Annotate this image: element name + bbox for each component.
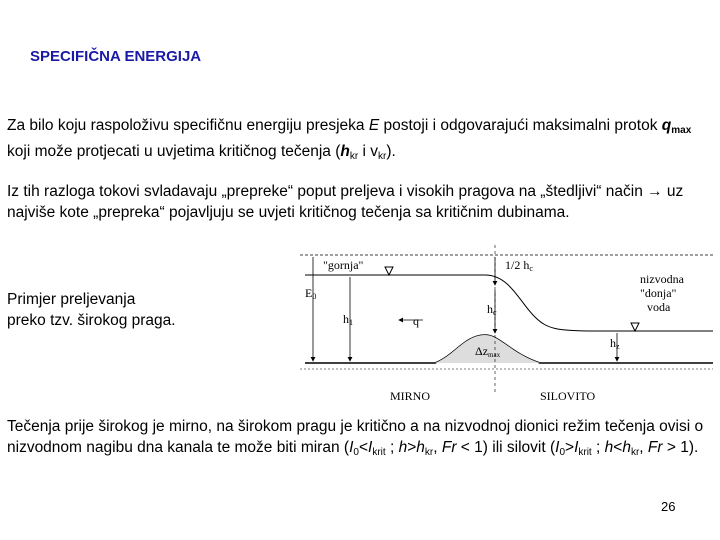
symbol-E: E: [368, 117, 380, 134]
label-half-hc: 1/2 hc: [505, 258, 533, 273]
label-h1: h1: [343, 312, 353, 327]
symbol-h: h: [340, 143, 350, 160]
label-downstream-2: "donja": [640, 286, 677, 300]
label-downstream-3: voda: [647, 300, 671, 314]
text: postoji i odgovarajući maksimalni protok: [379, 117, 662, 134]
symbol-h: h: [398, 439, 408, 456]
subscript: kr: [630, 447, 640, 458]
page-number: 26: [661, 499, 676, 514]
text: < 1) ili silovit (: [456, 439, 556, 456]
symbol-h: h: [604, 439, 614, 456]
example-caption: Primjer preljevanja preko tzv. širokog praga.: [7, 291, 176, 329]
text: Tečenja prije širokog je mirno, na širokom pragu je kritično a na nizvodnoj dionici režim tečenja ovisi o nizvodnom nagibu dna kanala te može biti miran (: [7, 418, 704, 456]
symbol-q: q: [661, 117, 672, 134]
surface-marker-downstream: [631, 323, 639, 331]
text: ;: [591, 439, 605, 456]
symbol-hkr: h: [622, 439, 631, 456]
symbol-I0: I: [349, 439, 354, 456]
text: >: [407, 439, 417, 456]
text: i v: [358, 143, 379, 160]
text: <: [358, 439, 368, 456]
subscript: kr: [378, 151, 387, 162]
surface-marker-upstream: [385, 267, 393, 275]
broad-crested-weir-diagram: [295, 245, 715, 405]
label-downstream-1: nizvodna: [640, 272, 684, 286]
subscript: krit: [372, 447, 386, 458]
paragraph-flow-regime: [7, 416, 715, 463]
text: >: [565, 439, 575, 456]
text: <: [613, 439, 623, 456]
text: ;: [385, 439, 399, 456]
symbol-Fr: Fr: [647, 439, 663, 456]
subscript: 0: [559, 447, 565, 458]
text: ,: [433, 439, 442, 456]
subscript: kr: [424, 447, 434, 458]
symbol-Ikrit: I: [368, 439, 373, 456]
label-upstream-water: "gornja": [323, 258, 364, 272]
paragraph-specific-energy: [7, 115, 715, 167]
subscript: 0: [353, 447, 359, 458]
label-E0: E0: [305, 286, 317, 301]
label-q: q: [413, 314, 419, 328]
label-hc: hc: [487, 302, 497, 317]
text: Za bilo koju raspoloživu specifičnu energiju presjeka: [7, 117, 369, 134]
paragraph-obstacles: Iz tih razloga tokovi svladavaju „prepreke“ poput preljeva i visokih pragova na „štedljivi“ način → uz najviše kote „prepreka“ pojavljuju se uvjeti kritičnog tečenja sa kritičnim dubinama.: [7, 183, 684, 221]
symbol-I0: I: [555, 439, 560, 456]
label-hz: hz: [610, 336, 620, 351]
label-supercritical: SILOVITO: [540, 389, 596, 403]
symbol-hkr: h: [416, 439, 425, 456]
slide-title: SPECIFIČNA ENERGIJA: [30, 48, 202, 65]
subscript: krit: [578, 447, 592, 458]
subscript: kr: [349, 151, 359, 162]
text: ,: [639, 439, 648, 456]
symbol-Ikrit: I: [574, 439, 579, 456]
text: koji može protjecati u uvjetima kritičnog tečenja (: [7, 143, 341, 160]
subscript: max: [671, 125, 692, 136]
text: ).: [386, 143, 396, 160]
label-zmax: Δzmax: [475, 344, 501, 359]
symbol-Fr: Fr: [441, 439, 457, 456]
text: > 1).: [662, 439, 699, 456]
label-subcritical: MIRNO: [390, 389, 431, 403]
